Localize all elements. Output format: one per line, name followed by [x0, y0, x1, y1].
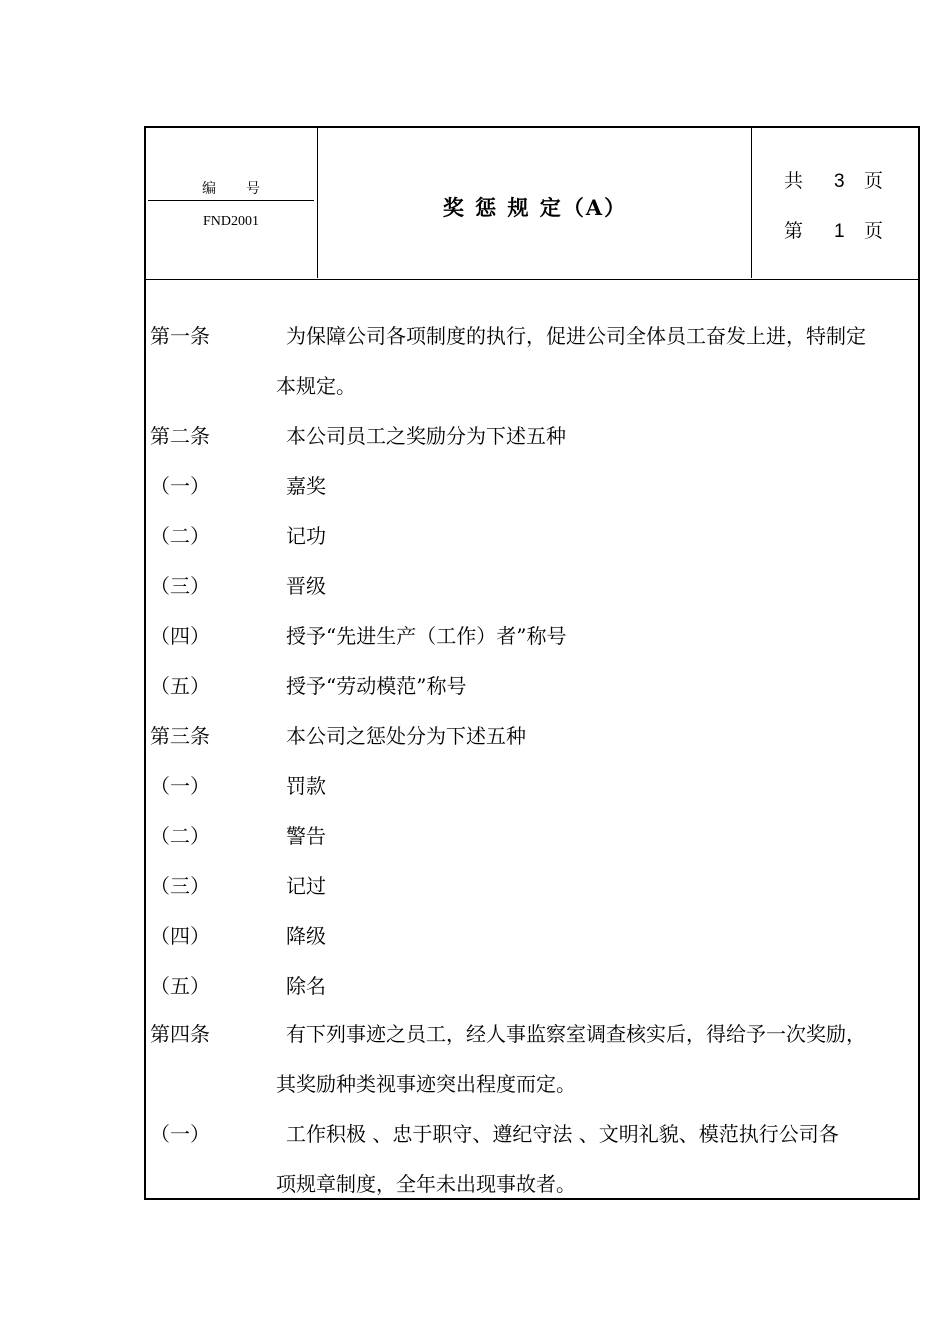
clause-label: 第四条	[150, 1022, 210, 1046]
clause-continuation: 本规定。	[276, 374, 356, 398]
document-frame	[144, 126, 920, 1200]
title-cell	[318, 128, 752, 278]
item-text: 晋级	[286, 574, 326, 598]
item-label: （五）	[150, 974, 210, 998]
item-label: （一）	[150, 774, 210, 798]
item-label: （二）	[150, 524, 210, 548]
code-divider	[148, 200, 314, 201]
clause-text: 本公司员工之奖励分为下述五种	[286, 424, 566, 448]
clause-label: 第一条	[150, 324, 210, 348]
total-pages: 3	[834, 171, 845, 192]
item-text: 授予“劳动模范”称号	[286, 674, 467, 698]
clause-label: 第二条	[150, 424, 210, 448]
clause-text: 本公司之惩处分为下述五种	[286, 724, 526, 748]
page-label: 第	[784, 220, 804, 242]
page-info-cell	[752, 128, 918, 278]
item-text: 工作积极 、忠于职守、遵纪守法 、文明礼貌、模范执行公司各	[286, 1122, 839, 1146]
code-value: FND2001	[202, 214, 259, 229]
item-text: 罚款	[286, 774, 326, 798]
item-text: 除名	[286, 974, 326, 998]
code-cell	[146, 128, 318, 278]
code-label: 编号	[202, 181, 290, 197]
item-text: 降级	[286, 924, 326, 948]
clause-continuation: 其奖励种类视事迹突出程度而定。	[276, 1072, 576, 1096]
clause-continuation: 项规章制度，全年未出现事故者。	[276, 1172, 576, 1196]
total-label: 共	[784, 170, 804, 192]
clause-label: 第三条	[150, 724, 210, 748]
item-label: （二）	[150, 824, 210, 848]
item-text: 授予“先进生产（工作）者”称号	[286, 624, 567, 648]
item-label: （五）	[150, 674, 210, 698]
clause-text: 为保障公司各项制度的执行，促进公司全体员工奋发上进，特制定	[286, 324, 866, 348]
item-label: （四）	[150, 624, 210, 648]
page-number: 1	[834, 221, 845, 242]
clause-text: 有下列事迹之员工，经人事监察室调查核实后，得给予一次奖励，	[286, 1022, 866, 1046]
total-unit: 页	[864, 170, 884, 192]
item-text: 记功	[286, 524, 326, 548]
total-pages-row	[784, 166, 883, 193]
document-header	[146, 128, 918, 280]
item-label: （四）	[150, 924, 210, 948]
item-text: 嘉奖	[286, 474, 326, 498]
item-label: （一）	[150, 1122, 210, 1146]
item-label: （三）	[150, 874, 210, 898]
item-text: 警告	[286, 824, 326, 848]
item-label: （一）	[150, 474, 210, 498]
page-number-row	[784, 216, 883, 243]
item-label: （三）	[150, 574, 210, 598]
document-title: 奖 惩 规 定（A）	[442, 195, 628, 220]
item-text: 记过	[286, 874, 326, 898]
page-unit: 页	[864, 220, 884, 242]
